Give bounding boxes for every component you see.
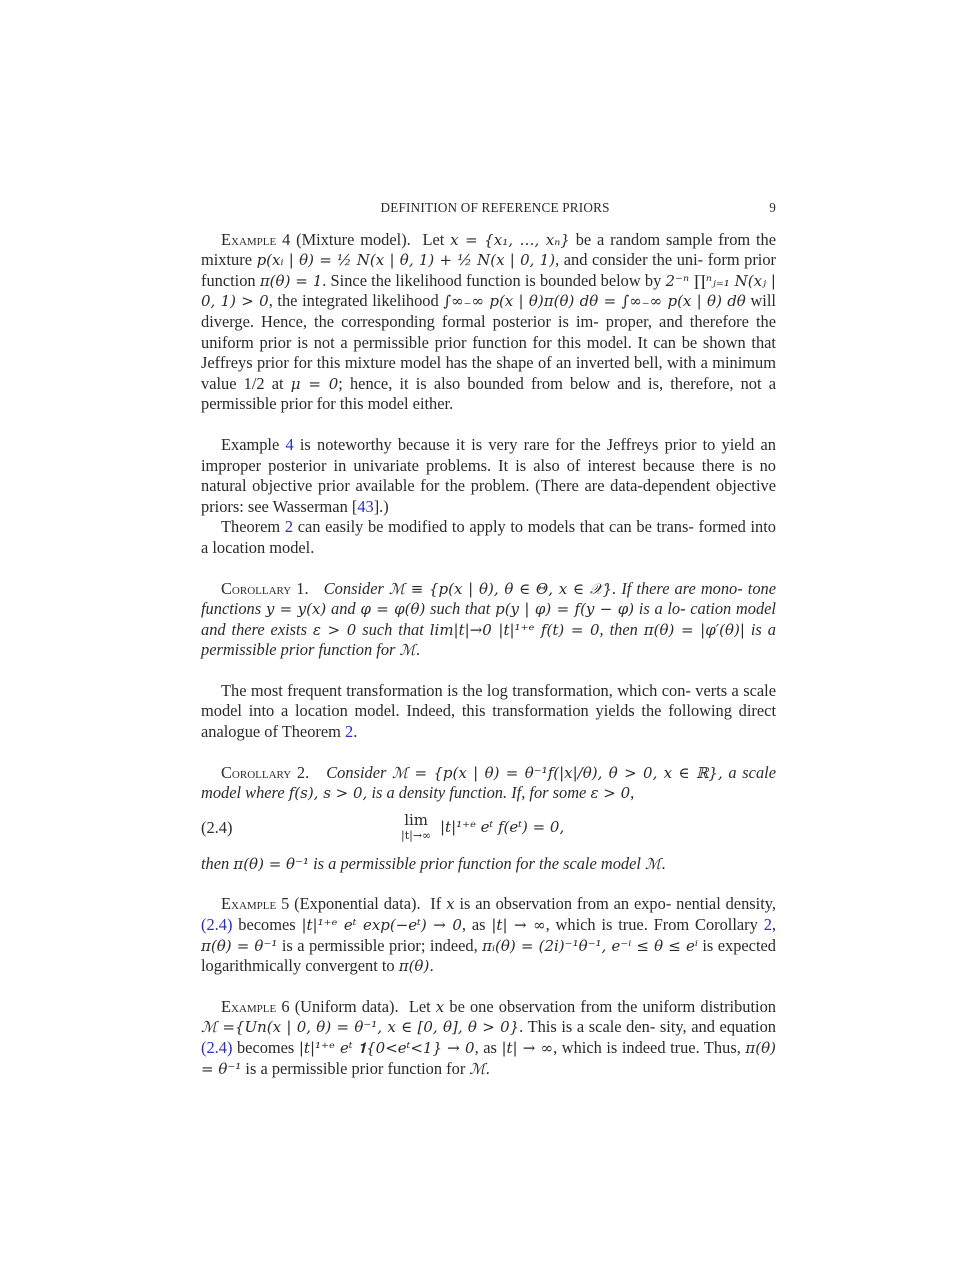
math-pi-inverse: π(θ) = θ⁻¹ xyxy=(201,1039,776,1078)
text-span: , which is true. From Corollary xyxy=(545,915,758,935)
math-f-s: f(s), s > 0, xyxy=(288,784,368,803)
spacer xyxy=(201,743,776,763)
math-location-model: p(y | φ) = f(y − φ) xyxy=(495,600,635,619)
text-span: If xyxy=(430,894,442,914)
theorem-ref-link[interactable]: 2 xyxy=(344,722,354,742)
limit-operator xyxy=(401,810,432,843)
equation-expression: |t|¹⁺ᵉ eᵗ f(eᵗ) = 0, xyxy=(440,817,565,836)
paragraph-theorem-2 xyxy=(201,517,776,558)
text-span: is a lo- cation model and there exists xyxy=(201,599,776,639)
limit-word: lim xyxy=(404,810,429,829)
citation-link[interactable]: 43 xyxy=(357,496,374,516)
text-span: then xyxy=(201,853,230,873)
math-mu-zero: μ = 0 xyxy=(290,374,339,393)
math-limit-zero: lim|t|→0 |t|¹⁺ᵉ f(t) = 0 xyxy=(429,620,600,639)
example-ref-link[interactable]: 4 xyxy=(285,434,294,454)
example-4-name: (Mixture model). xyxy=(296,229,411,249)
math-x-set: x = {x₁, …, xₙ} xyxy=(450,230,570,249)
corollary-2-label: Corollary 2. xyxy=(221,762,310,782)
math-pi-phi: π(θ) = |φ′(θ)| xyxy=(643,620,745,639)
example-4 xyxy=(201,230,776,415)
math-m-symbol: ℳ. xyxy=(399,641,421,660)
math-pi-theta: π(θ). xyxy=(398,957,435,976)
math-uniform-prior: π(θ) = 1 xyxy=(259,271,323,290)
text-span: a scale model where xyxy=(201,762,776,803)
text-span: . This is a scale den- sity, and equation xyxy=(519,1017,776,1037)
math-phi-fn: φ = φ(θ) xyxy=(360,600,426,619)
math-uniform-limit: |t|¹⁺ᵉ eᵗ 𝟏{0<eᵗ<1} → 0 xyxy=(298,1039,475,1057)
paragraph-log-transformation xyxy=(201,681,776,743)
math-t-infinity: |t| → ∞ xyxy=(501,1039,554,1057)
text-span: can easily be modified to apply to models that can be trans- formed into a location model. xyxy=(201,517,776,557)
math-lower-bound: 2⁻ⁿ ∏ⁿⱼ₌₁ N(xⱼ | 0, 1) > 0 xyxy=(201,271,776,311)
text-span: , as xyxy=(461,915,486,935)
text-span: such that xyxy=(362,619,424,639)
example-4-label: Example 4 xyxy=(221,229,291,249)
corollary-2: Corollary 2. Consider ℳ = {p(x | θ) = θ⁻¹f(|x|/θ), θ > 0, x ∈ ℝ}, a scale model where f(s), s > 0, is a density function. If, for some ε > 0, xyxy=(201,762,776,803)
math-x: x xyxy=(435,997,445,1016)
text-span: ; hence, it is also bounded from below and is, therefore, not a permissible prior for this model either. xyxy=(201,373,776,414)
text-span: Let xyxy=(422,229,445,249)
text-span: . xyxy=(353,722,358,742)
math-model: ℳ ≡ {p(x | θ), θ ∈ Θ, x ∈ 𝒳} xyxy=(388,579,613,598)
text-span: be a random sample from the mixture xyxy=(201,229,777,270)
spacer xyxy=(201,559,776,579)
spacer xyxy=(201,874,776,894)
text-span: is expected logarithmically convergent to xyxy=(201,935,776,976)
example-5: Example 5 (Exponential data). If x is an observation from an expo- nential density, (2.4) becomes |t|¹⁺ᵉ eᵗ exp(−eᵗ) → 0, as |t| → ∞, which is true. From Corollary 2, π(θ) = θ⁻¹ is a permissible prior; indeed, πᵢ(θ) = (2i)⁻¹θ⁻¹, e⁻ⁱ ≤ θ ≤ eⁱ is expected logarithmically convergent to π(θ). xyxy=(201,894,776,976)
math-pi-i: πᵢ(θ) = (2i)⁻¹θ⁻¹, e⁻ⁱ ≤ θ ≤ eⁱ xyxy=(482,936,698,955)
text-span: , as xyxy=(474,1038,497,1057)
text-span: is an observation from an expo- nential density, xyxy=(459,894,776,914)
example-6 xyxy=(201,997,776,1079)
math-exp-limit: |t|¹⁺ᵉ eᵗ exp(−eᵗ) → 0 xyxy=(301,916,462,935)
text-span: will diverge. Hence, the corresponding formal posterior is im- proper, and therefore the uniform prior is not a permissible prior function for this model. It can be shown that Jeffreys prior for this mixture model has the shape of an inverted bell, with a minimum value 1/2 at xyxy=(201,291,776,393)
corollary-1-label: Corollary 1. xyxy=(221,578,309,598)
limit-subscript: |t|→∞ xyxy=(401,828,432,842)
text-span: be one observation from the uniform distribution xyxy=(449,996,776,1016)
text-span: is a permissible prior function for the scale model xyxy=(313,853,641,873)
text-span: , and consider the uni- form prior function xyxy=(201,250,777,290)
math-mixture: p(xᵢ | θ) = ½ N(x | θ, 1) + ½ N(x | 0, 1) xyxy=(256,251,556,270)
spacer xyxy=(201,977,776,997)
text-span: becomes xyxy=(236,1038,295,1057)
math-epsilon: ε > 0 xyxy=(312,620,357,639)
text-span: is a permissible prior function for xyxy=(201,619,776,660)
text-span: , which is indeed true. Thus, xyxy=(553,1038,741,1057)
text-span: ].) xyxy=(373,496,389,516)
text-span: is a permissible prior function for xyxy=(245,1058,466,1078)
text-span: . Since the likelihood function is bounded below by xyxy=(322,270,662,290)
math-m-symbol: ℳ. xyxy=(469,1059,491,1078)
corollary-ref-link[interactable]: 2 xyxy=(763,915,772,935)
paragraph-noteworthy xyxy=(201,435,776,517)
text-span: becomes xyxy=(238,915,296,935)
text-span: The most frequent transformation is the log transformation, which con- verts a scale model into a location model. Indeed, this transformation yields the following direct analogue of Theorem xyxy=(201,680,776,742)
text-span: Consider xyxy=(323,578,384,598)
corollary-2-conclusion xyxy=(201,854,776,875)
math-m-symbol: ℳ. xyxy=(645,854,666,873)
text-span: Consider xyxy=(326,762,387,782)
math-epsilon: ε > 0 xyxy=(590,784,631,803)
text-span: . If there are mono- tone functions xyxy=(201,578,776,619)
text-span: Let xyxy=(408,996,431,1016)
text-span: is noteworthy because it is very rare for the Jeffreys prior to yield an improper posterior in univariate problems. It is also of interest because there is no natural objective prior available for the problem. (There are data-dependent objective priors: see Wasserman [ xyxy=(201,434,776,516)
equation-body xyxy=(401,810,565,843)
math-x: x xyxy=(446,895,455,914)
text-span: , then xyxy=(599,619,638,639)
spacer xyxy=(201,661,776,681)
running-title: DEFINITION OF REFERENCE PRIORS xyxy=(380,200,610,215)
math-y-fn: y = y(x) xyxy=(265,600,327,619)
equation-ref-link[interactable]: (2.4) xyxy=(201,915,233,935)
math-uniform-model: ℳ ={Un(x | 0, θ) = θ⁻¹, x ∈ [0, θ], θ > 0} xyxy=(201,1018,520,1037)
running-header xyxy=(201,198,776,219)
text-span: , the integrated likelihood xyxy=(268,291,439,311)
example-5-label: Example 5 xyxy=(221,894,290,914)
math-integrated-likelihood: ∫∞₋∞ p(x | θ)π(θ) dθ = ∫∞₋∞ p(x | θ) dθ xyxy=(443,292,746,311)
page-number: 9 xyxy=(769,200,776,215)
equation-number: (2.4) xyxy=(201,817,233,837)
equation-2-4 xyxy=(201,806,776,850)
example-5-name: (Exponential data). xyxy=(294,894,421,914)
theorem-ref-link[interactable]: 2 xyxy=(284,517,294,537)
paper-page xyxy=(201,198,776,1079)
math-pi-inverse: π(θ) = θ⁻¹ xyxy=(201,936,278,955)
math-t-infinity: |t| → ∞ xyxy=(491,916,546,935)
text-span: Example xyxy=(221,434,280,454)
text-span: is a density function. If, for some xyxy=(371,783,587,803)
example-6-label: Example 6 xyxy=(221,996,290,1016)
text-span: is a permissible prior; indeed, xyxy=(281,935,478,955)
corollary-1 xyxy=(201,579,776,661)
text-span: and xyxy=(331,599,356,619)
spacer xyxy=(201,415,776,435)
math-scale-model: ℳ = {p(x | θ) = θ⁻¹f(|x|/θ), θ > 0, x ∈ ℝ}, xyxy=(392,763,723,782)
example-6-name: (Uniform data). xyxy=(294,996,399,1016)
math-pi-inverse: π(θ) = θ⁻¹ xyxy=(233,854,310,873)
text-span: Theorem xyxy=(221,517,281,537)
text-span: such that xyxy=(430,599,491,619)
equation-ref-link[interactable]: (2.4) xyxy=(201,1038,233,1057)
